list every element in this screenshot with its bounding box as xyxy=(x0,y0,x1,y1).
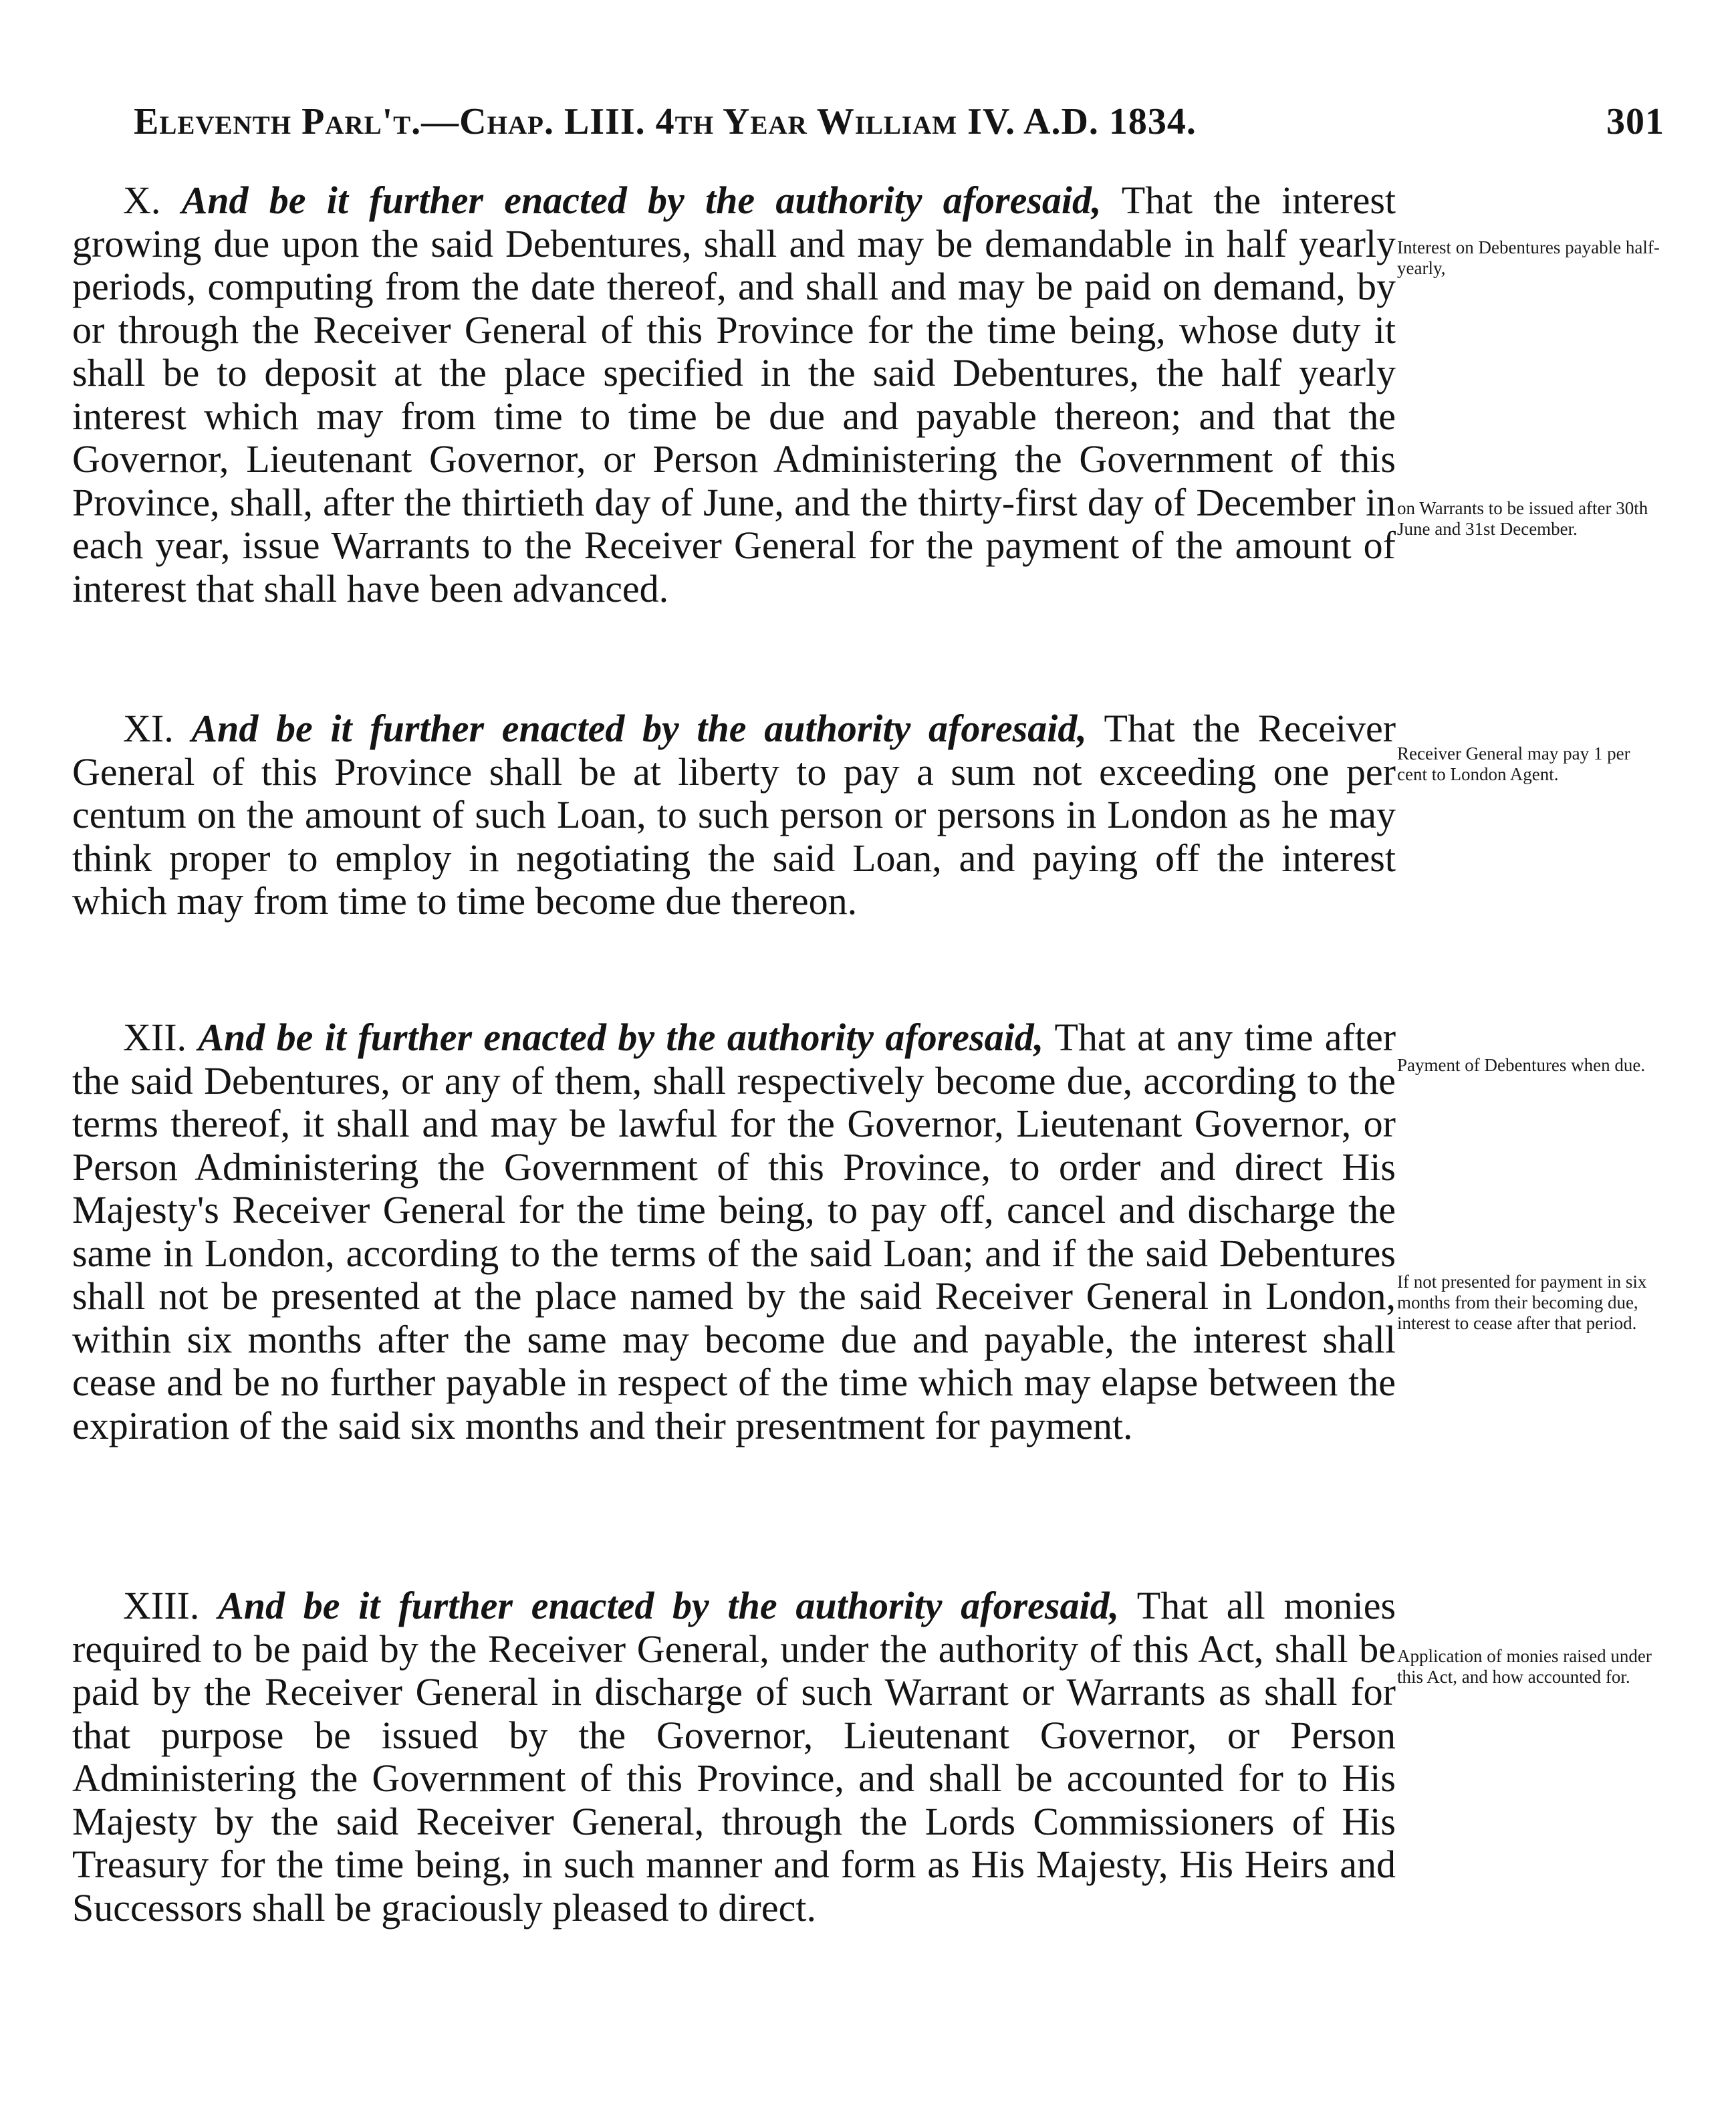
page-number: 301 xyxy=(1606,101,1664,142)
margin-note: Application of monies raised under this Act, and how accounted for. xyxy=(1397,1646,1652,1687)
enacting-formula: And be it further enacted by the authority aforesaid, xyxy=(218,1584,1120,1627)
section-number: XII. xyxy=(123,1016,187,1059)
margin-note: on Warrants to be issued after 30th June and 31st December. xyxy=(1397,498,1648,539)
margin-note: Receiver General may pay 1 per cent to London Agent. xyxy=(1397,743,1630,784)
margin-note: Payment of Debentures when due. xyxy=(1397,1055,1646,1075)
enacting-formula: And be it further enacted by the authority aforesaid, xyxy=(181,179,1102,222)
margin-note: Interest on Debentures payable half-yearly, xyxy=(1397,237,1660,278)
section-text: That the Receiver General of this Province shall be at liberty to pay a sum not exceeding one per centum on the amount of such Loan, to such person or persons in London as he may think proper to employ in negotiating the said Loan, and paying off the interest which may from time to time become due thereon. xyxy=(72,707,1396,923)
section-paragraph xyxy=(72,1016,1396,1447)
section-number: XIII. xyxy=(123,1584,200,1627)
enacting-formula: And be it further enacted by the authority aforesaid, xyxy=(191,707,1087,750)
section-paragraph xyxy=(72,179,1396,610)
section-number: X. xyxy=(123,179,161,222)
enacting-formula: And be it further enacted by the authority aforesaid, xyxy=(198,1016,1044,1059)
section-xi xyxy=(72,707,1396,923)
section-text: That all monies required to be paid by the Receiver General, under the authority of this Act, shall be paid by the Receiver General in discharge of such Warrant or Warrants as shall for that purpose be issued by the Governor, Lieutenant Governor, or Person Administering the Government of this Province, and shall be accounted for to His Majesty by the said Receiver General, through the Lords Commissioners of His Treasury for the time being, in such manner and form as His Majesty, His Heirs and Successors shall be graciously pleased to direct. xyxy=(72,1584,1396,1929)
section-text: That the interest growing due upon the said Debentures, shall and may be demandable in half yearly periods, computing from the date thereof, and shall and may be paid on demand, by or through the Receiver General of this Province for the time being, whose duty it shall be to deposit at the place specified in the said Debentures, the half yearly interest which may from time to time be due and payable thereon; and that the Governor, Lieutenant Governor, or Person Administering the Government of this Province, shall, after the thirtieth day of June, and the thirty-first day of December in each year, issue Warrants to the Receiver General for the payment of the amount of interest that shall have been advanced. xyxy=(72,179,1396,610)
section-text: That at any time after the said Debentures, or any of them, shall respectively become due, according to the terms thereof, it shall and may be lawful for the Governor, Lieutenant Governor, or Person Administering the Government of this Province, to order and direct His Majesty's Receiver General for the time being, to pay off, cancel and discharge the same in London, according to the terms of the said Loan; and if the said Debentures shall not be presented at the place named by the said Receiver General in London, within six months after the same may become due and payable, the interest shall cease and be no further payable in respect of the time which may elapse between the expiration of the said six months and their presentment for payment. xyxy=(72,1016,1396,1447)
section-paragraph xyxy=(72,1585,1396,1929)
section-paragraph xyxy=(72,707,1396,923)
page-header xyxy=(134,100,1664,154)
margin-note: If not presented for payment in six months from their becoming due, interest to cease after that period. xyxy=(1397,1272,1647,1333)
running-head: Eleventh Parl't.—Chap. LIII. 4th Year William IV. A.D. 1834. xyxy=(134,101,1197,142)
section-xii xyxy=(72,1016,1396,1447)
section-xiii xyxy=(72,1585,1396,1929)
section-x xyxy=(72,179,1396,610)
section-number: XI. xyxy=(123,707,174,750)
